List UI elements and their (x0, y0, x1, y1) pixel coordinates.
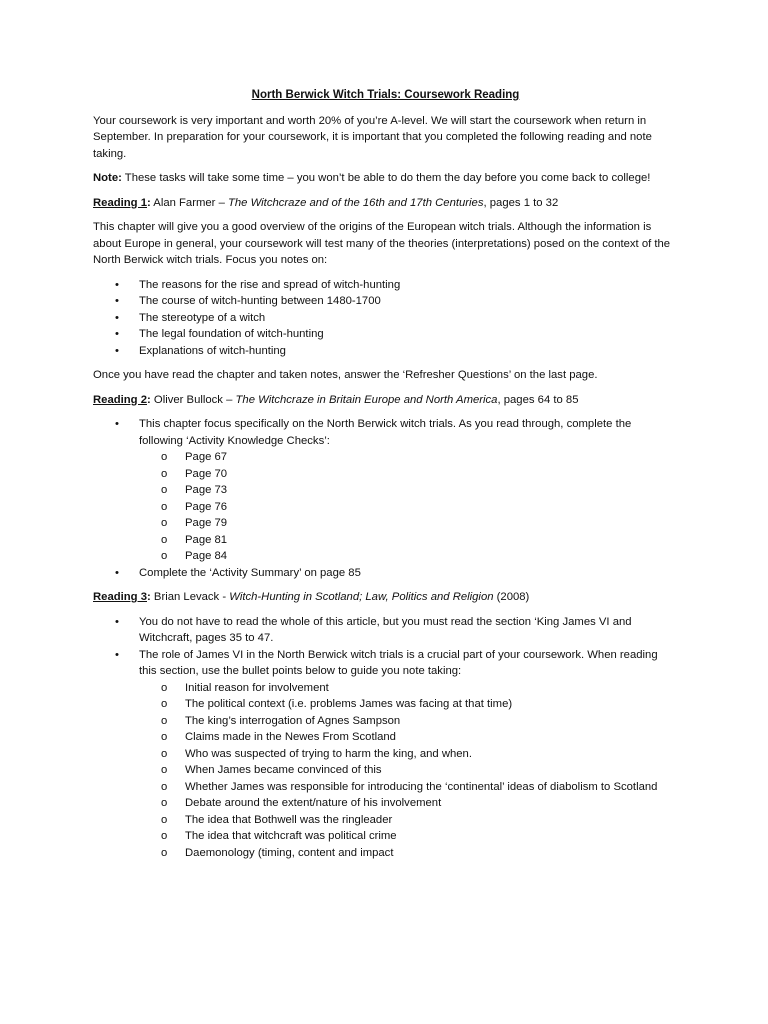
sub-list-item: o The idea that Bothwell was the ringleader (139, 812, 678, 829)
note-label: Note: (93, 172, 122, 184)
reading1-colon: : (147, 196, 151, 209)
sub-list-item: o Page 70 (139, 466, 678, 483)
reading1-heading (93, 195, 678, 212)
reading1-label: Reading 1 (93, 196, 147, 209)
sub-list-item: o The political context (i.e. problems James was facing at that time) (139, 696, 678, 713)
reading3-book: Witch-Hunting in Scotland; Law, Politics and Religion (229, 591, 494, 603)
sub-list-item: o Page 84 (139, 548, 678, 565)
intro-paragraph: Your coursework is very important and worth 20% of you’re A-level. We will start the coursework when return in September. In preparation for your coursework, it is important that you completed the following reading and note taking. (93, 114, 652, 160)
reading3-author: Brian Levack - (150, 591, 230, 603)
reading3-label: Reading 3 (93, 591, 147, 603)
sub-list-item: o Who was suspected of trying to harm the king, and when. (139, 746, 678, 763)
reading2-pages: , pages 64 to 85 (497, 393, 579, 406)
reading2-list (93, 416, 678, 581)
list-item: • The reasons for the rise and spread of witch-hunting (93, 277, 678, 294)
reading2-sublist (139, 449, 678, 565)
reading1-author: Alan Farmer – (150, 196, 228, 209)
sub-list-item: o Page 76 (139, 499, 678, 516)
sub-list-item: o Claims made in the Newes From Scotland (139, 729, 678, 746)
page-title: North Berwick Witch Trials: Coursework Reading (251, 89, 520, 101)
reading3-colon: : (147, 591, 151, 603)
list-item: • The legal foundation of witch-hunting (93, 326, 678, 343)
sub-list-item: o Page 73 (139, 482, 678, 499)
list-item (93, 416, 678, 565)
reading2-label: Reading 2 (93, 393, 147, 406)
reading3-list (93, 614, 678, 862)
reading2-colon: : (147, 393, 151, 406)
list-item: • Complete the ‘Activity Summary’ on page 85 (93, 565, 678, 582)
sub-list-item: o When James became convinced of this (139, 762, 678, 779)
reading3-bullet2-text: The role of James VI in the North Berwick witch trials is a crucial part of your coursework. When reading this section, use the bullet points below to guide you note taking: (139, 648, 658, 677)
reading3-heading (93, 589, 678, 606)
reading1-pages: , pages 1 to 32 (483, 196, 559, 209)
list-item: • The course of witch-hunting between 1480-1700 (93, 293, 678, 310)
list-item (93, 647, 678, 862)
reading3-sublist (139, 680, 678, 862)
sub-list-item: o Whether James was responsible for introducing the ‘continental’ ideas of diabolism to Scotland (139, 779, 678, 796)
sub-list-item: o The idea that witchcraft was political crime (139, 828, 678, 845)
sub-list-item: o Page 81 (139, 532, 678, 549)
sub-list-item: o Initial reason for involvement (139, 680, 678, 697)
sub-list-item: o Page 79 (139, 515, 678, 532)
sub-list-item: o Daemonology (timing, content and impact (139, 845, 678, 862)
reading2-bullet1-text: This chapter focus specifically on the North Berwick witch trials. As you read through, complete the following ‘Activity Knowledge Checks’: (139, 418, 632, 447)
reading3-pages: (2008) (493, 591, 530, 603)
list-item: • You do not have to read the whole of this article, but you must read the section ‘King James VI and Witchcraft, pages 35 to 47. (93, 614, 678, 647)
reading1-focus-list (93, 277, 678, 360)
reading1-book: The Witchcraze and of the 16th and 17th Centuries (228, 196, 484, 209)
list-item: • Explanations of witch-hunting (93, 343, 678, 360)
sub-list-item: o The king’s interrogation of Agnes Sampson (139, 713, 678, 730)
note-paragraph (93, 170, 678, 187)
reading2-book: The Witchcraze in Britain Europe and North America (235, 393, 498, 406)
list-item: • The stereotype of a witch (93, 310, 678, 327)
reading2-author: Oliver Bullock – (150, 393, 236, 406)
reading1-description: This chapter will give you a good overview of the origins of the European witch trials. Although the information is about Europe in general, your coursework will test many of the theories (interpretations) posed on the context of the North Berwick witch trials. Focus you notes on: (93, 221, 671, 266)
sub-list-item: o Debate around the extent/nature of his involvement (139, 795, 678, 812)
reading1-after: Once you have read the chapter and taken notes, answer the ‘Refresher Questions’ on the last page. (93, 369, 598, 381)
sub-list-item: o Page 67 (139, 449, 678, 466)
note-text: These tasks will take some time – you won’t be able to do them the day before you come back to college! (121, 172, 651, 184)
reading2-heading (93, 392, 678, 409)
